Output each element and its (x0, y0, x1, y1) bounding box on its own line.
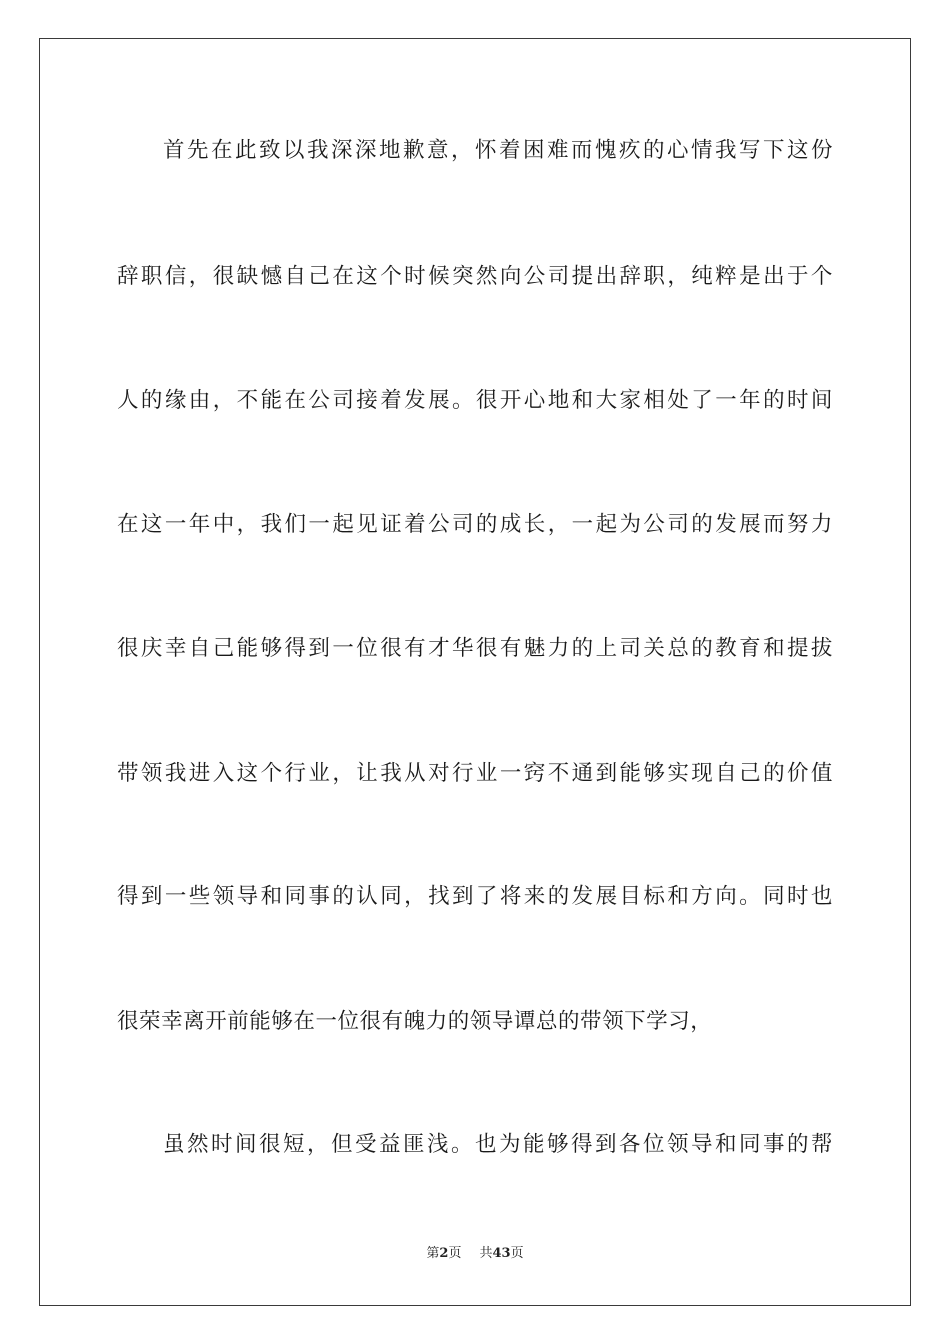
total-prefix: 共 (479, 1246, 493, 1261)
text-line-3: 人的缘由，不能在公司接着发展。很开心地和大家相处了一年的时间 (117, 388, 833, 413)
text-line-2: 辞职信，很缺憾自己在这个时候突然向公司提出辞职，纯粹是出于个 (117, 264, 833, 289)
page-number: 2 (439, 1246, 449, 1261)
text-line-7: 得到一些领导和同事的认同，找到了将来的发展目标和方向。同时也 (117, 884, 833, 909)
text-line-4: 在这一年中，我们一起见证着公司的成长，一起为公司的发展而努力 (117, 512, 833, 537)
text-line-8: 很荣幸离开前能够在一位很有魄力的领导谭总的带领下学习， (117, 1009, 713, 1034)
page-border (39, 38, 911, 1306)
text-line-6: 带领我进入这个行业，让我从对行业一窍不通到能够实现自己的价值 (117, 761, 833, 786)
total-suffix: 页 (510, 1246, 524, 1261)
total-pages: 43 (492, 1246, 511, 1261)
page-suffix: 页 (448, 1246, 462, 1261)
text-line-5: 很庆幸自己能够得到一位很有才华很有魅力的上司关总的教育和提拔 (117, 636, 833, 661)
text-line-9: 虽然时间很短，但受益匪浅。也为能够得到各位领导和同事的帮 (163, 1132, 833, 1157)
page-prefix: 第 (426, 1246, 440, 1261)
page-footer (0, 1245, 950, 1263)
text-line-1: 首先在此致以我深深地歉意，怀着困难而愧疚的心情我写下这份 (163, 138, 833, 163)
